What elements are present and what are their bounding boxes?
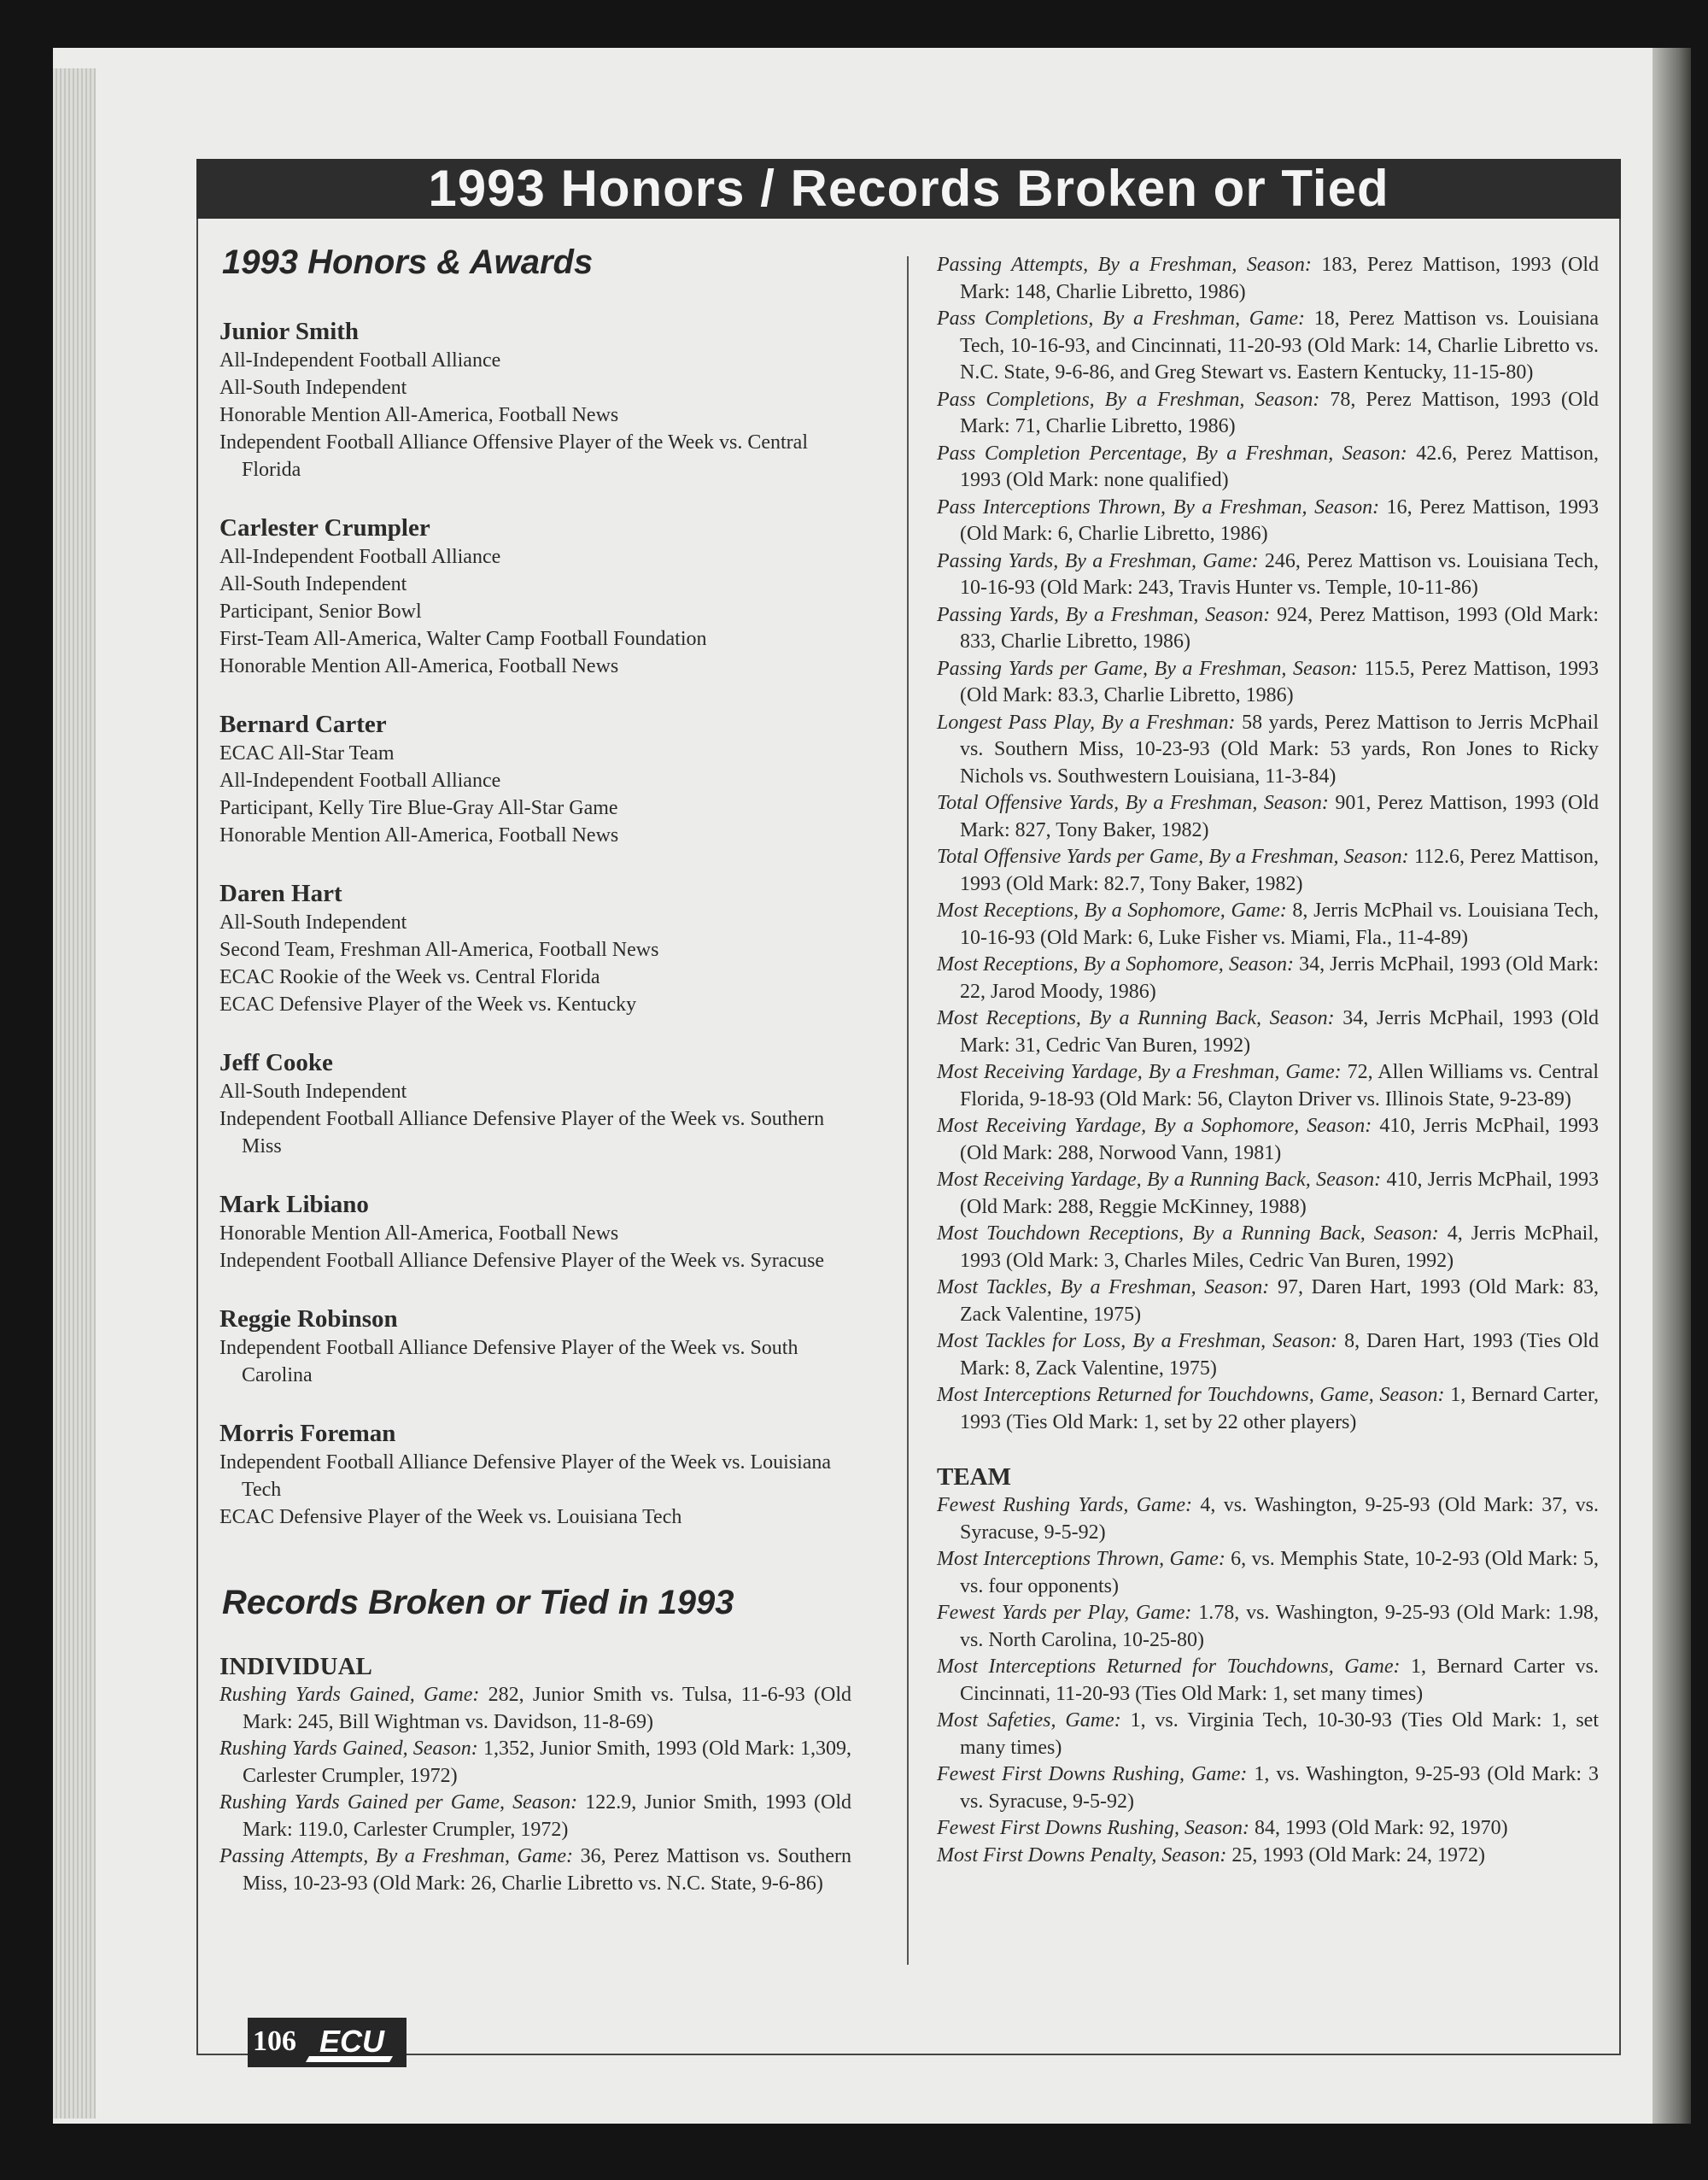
record-entry xyxy=(937,1654,1599,1708)
honor-item: ECAC All-Star Team xyxy=(219,742,395,765)
honors-list xyxy=(219,316,851,1531)
page-edge-stack xyxy=(53,68,96,2118)
team-records xyxy=(937,1492,1599,1869)
record-label: Pass Completions, By a Freshman, Game: xyxy=(937,308,1306,330)
record-text: 282, Junior Smith vs. Tulsa, 11-6-93 (Old Mark: 245, Bill Wightman vs. Davidson, 11-8-69) xyxy=(243,1684,852,1733)
record-label: Most Receiving Yardage, By a Sophomore, Season: xyxy=(937,1115,1372,1137)
record-text: 246, Perez Mattison vs. Louisiana Tech, 10-16-93 (Old Mark: 243, Travis Hunter vs. Temple, 10-11-86) xyxy=(960,549,1600,599)
individual-records-left xyxy=(219,1682,851,1897)
ecu-logo xyxy=(304,2021,398,2064)
record-entry xyxy=(937,1167,1599,1221)
record-label: Fewest Yards per Play, Game: xyxy=(937,1602,1192,1624)
record-entry xyxy=(937,952,1599,1005)
record-label: Most Receptions, By a Sophomore, Season: xyxy=(937,953,1294,976)
record-label: Fewest First Downs Rushing, Game: xyxy=(937,1763,1248,1785)
left-column xyxy=(219,243,851,1897)
record-entry xyxy=(937,1328,1599,1382)
record-entry xyxy=(937,1382,1599,1436)
honoree-name: Reggie Robinson xyxy=(219,1305,398,1333)
honoree xyxy=(219,1418,851,1531)
record-entry xyxy=(937,387,1599,441)
honor-item: All-South Independent xyxy=(219,911,407,934)
record-text: 8, Daren Hart, 1993 (Ties Old Mark: 8, Zack Valentine, 1975) xyxy=(960,1330,1599,1380)
honor-item: Honorable Mention All-America, Football News xyxy=(219,1222,619,1245)
record-label: Pass Completion Percentage, By a Freshman, Season: xyxy=(937,442,1407,465)
record-label: Fewest First Downs Rushing, Season: xyxy=(937,1817,1249,1839)
record-entry xyxy=(937,548,1599,602)
record-entry xyxy=(937,1221,1599,1275)
record-label: Most Tackles, By a Freshman, Season: xyxy=(937,1276,1270,1298)
honoree-name: Bernard Carter xyxy=(219,711,387,738)
record-label: Passing Attempts, By a Freshman, Game: xyxy=(219,1845,573,1867)
record-text: 42.6, Perez Mattison, 1993 (Old Mark: none qualified) xyxy=(960,442,1600,491)
record-text: 25, 1993 (Old Mark: 24, 1972) xyxy=(1226,1843,1485,1866)
record-label: Most Safeties, Game: xyxy=(937,1709,1121,1732)
record-text: 4, vs. Washington, 9-25-93 (Old Mark: 37, vs. Syracuse, 9-5-92) xyxy=(960,1494,1599,1544)
honor-item: All-Independent Football Alliance xyxy=(219,770,501,792)
team-heading: TEAM xyxy=(937,1463,1011,1491)
record-label: Rushing Yards Gained, Game: xyxy=(219,1684,480,1706)
record-label: Most Receptions, By a Running Back, Season: xyxy=(937,1007,1335,1029)
record-text: 115.5, Perez Mattison, 1993 (Old Mark: 83.3, Charlie Libretto, 1986) xyxy=(960,657,1599,706)
honor-item: Independent Football Alliance Offensive Player of the Week vs. Central Florida xyxy=(219,431,808,481)
honor-item: Independent Football Alliance Defensive Player of the Week vs. Southern Miss xyxy=(219,1108,825,1157)
record-label: Most Interceptions Thrown, Game: xyxy=(937,1548,1225,1570)
book-gutter xyxy=(1652,48,1691,2124)
record-entry xyxy=(937,1492,1599,1546)
honoree-name: Carlester Crumpler xyxy=(219,514,430,542)
honoree xyxy=(219,316,851,483)
record-label: Pass Interceptions Thrown, By a Freshman, Season: xyxy=(937,495,1380,519)
record-entry xyxy=(937,495,1599,548)
honor-item: Independent Football Alliance Defensive Player of the Week vs. Louisiana Tech xyxy=(219,1451,832,1501)
honor-item: Honorable Mention All-America, Football News xyxy=(219,655,619,677)
record-label: Passing Yards, By a Freshman, Game: xyxy=(937,549,1259,572)
record-label: Most Receptions, By a Sophomore, Game: xyxy=(937,900,1287,922)
record-text: 183, Perez Mattison, 1993 (Old Mark: 148, Charlie Libretto, 1986) xyxy=(960,254,1600,303)
record-entry xyxy=(937,602,1599,656)
record-entry xyxy=(937,1059,1599,1113)
record-entry xyxy=(937,898,1599,952)
honor-item: ECAC Defensive Player of the Week vs. Kentucky xyxy=(219,993,637,1016)
honor-item: All-South Independent xyxy=(219,1081,407,1103)
record-entry xyxy=(219,1843,851,1897)
honor-item: ECAC Rookie of the Week vs. Central Florida xyxy=(219,966,600,988)
honor-item: First-Team All-America, Walter Camp Football Foundation xyxy=(219,628,707,650)
record-label: Rushing Yards Gained, Season: xyxy=(219,1738,478,1760)
record-label: Rushing Yards Gained per Game, Season: xyxy=(219,1791,578,1814)
honoree-name: Daren Hart xyxy=(219,880,342,907)
honor-item: Honorable Mention All-America, Football News xyxy=(219,404,619,426)
record-text: 6, vs. Memphis State, 10-2-93 (Old Mark: 5, vs. four opponents) xyxy=(960,1548,1600,1597)
record-label: Passing Yards per Game, By a Freshman, Season: xyxy=(937,657,1358,680)
page-footer xyxy=(248,2018,407,2067)
record-label: Most Interceptions Returned for Touchdowns, Game, Season: xyxy=(937,1384,1445,1406)
record-text: 97, Daren Hart, 1993 (Old Mark: 83, Zack Valentine, 1975) xyxy=(960,1276,1600,1326)
honoree xyxy=(219,709,851,849)
record-label: Passing Yards, By a Freshman, Season: xyxy=(937,603,1271,626)
record-text: 58 yards, Perez Mattison to Jerris McPhail vs. Southern Miss, 10-23-93 (Old Mark: 53 yards, Ron Jones to Ricky Nichols vs. Southwestern Louisiana, 11-3-84) xyxy=(960,711,1599,788)
record-label: Most First Downs Penalty, Season: xyxy=(937,1843,1227,1866)
record-label: Most Receiving Yardage, By a Freshman, Game: xyxy=(937,1061,1342,1083)
page-title-banner: 1993 Honors / Records Broken or Tied xyxy=(196,159,1621,219)
honor-item: Second Team, Freshman All-America, Football News xyxy=(219,939,659,961)
record-entry xyxy=(219,1682,851,1736)
record-entry xyxy=(219,1736,851,1790)
record-entry xyxy=(937,252,1599,306)
record-label: Most Tackles for Loss, By a Freshman, Season: xyxy=(937,1330,1338,1352)
record-text: 4, Jerris McPhail, 1993 (Old Mark: 3, Charles Miles, Cedric Van Buren, 1992) xyxy=(960,1222,1599,1272)
record-text: 84, 1993 (Old Mark: 92, 1970) xyxy=(1249,1817,1508,1839)
honoree xyxy=(219,1189,851,1275)
records-heading: Records Broken or Tied in 1993 xyxy=(222,1584,734,1621)
record-label: Fewest Rushing Yards, Game: xyxy=(937,1494,1193,1516)
record-text: 34, Jerris McPhail, 1993 (Old Mark: 22, Jarod Moody, 1986) xyxy=(960,953,1599,1003)
honor-item: All-Independent Football Alliance xyxy=(219,349,501,372)
record-entry xyxy=(937,1761,1599,1815)
honoree-name: Morris Foreman xyxy=(219,1420,396,1447)
honoree-name: Junior Smith xyxy=(219,318,360,345)
honor-item: All-Independent Football Alliance xyxy=(219,546,501,568)
record-entry xyxy=(937,1005,1599,1059)
record-text: 1, vs. Virginia Tech, 10-30-93 (Ties Old Mark: 1, set many times) xyxy=(960,1709,1599,1759)
record-entry xyxy=(937,790,1599,844)
honor-item: Independent Football Alliance Defensive Player of the Week vs. Syracuse xyxy=(219,1250,825,1272)
record-label: Passing Attempts, By a Freshman, Season: xyxy=(937,254,1312,276)
record-label: Total Offensive Yards, By a Freshman, Season: xyxy=(937,792,1329,814)
record-label: Most Touchdown Receptions, By a Running Back, Season: xyxy=(937,1222,1439,1245)
honoree-name: Jeff Cooke xyxy=(219,1049,333,1076)
record-text: 1, Bernard Carter, 1993 (Ties Old Mark: 1, set by 22 other players) xyxy=(960,1384,1599,1433)
record-entry xyxy=(937,441,1599,495)
record-entry xyxy=(937,1843,1599,1870)
right-column xyxy=(937,252,1599,1869)
record-text: 18, Perez Mattison vs. Louisiana Tech, 10-16-93, and Cincinnati, 11-20-93 (Old Mark: 14, Charlie Libretto vs. N.C. State, 9-6-86, and Greg Stewart vs. Eastern Kentucky, 11-15-80) xyxy=(960,308,1599,384)
record-text: 36, Perez Mattison vs. Southern Miss, 10-23-93 (Old Mark: 26, Charlie Libretto vs. N.C. State, 9-6-86) xyxy=(243,1845,851,1895)
record-text: 410, Jerris McPhail, 1993 (Old Mark: 288, Reggie McKinney, 1988) xyxy=(960,1169,1599,1218)
record-text: 410, Jerris McPhail, 1993 (Old Mark: 288, Norwood Vann, 1981) xyxy=(960,1115,1599,1164)
record-entry xyxy=(937,1600,1599,1654)
record-text: 34, Jerris McPhail, 1993 (Old Mark: 31, Cedric Van Buren, 1992) xyxy=(960,1007,1599,1057)
record-text: 78, Perez Mattison, 1993 (Old Mark: 71, Charlie Libretto, 1986) xyxy=(960,388,1599,437)
record-text: 16, Perez Mattison, 1993 (Old Mark: 6, Charlie Libretto, 1986) xyxy=(960,495,1599,545)
logo-text: ECU xyxy=(319,2024,385,2059)
record-text: 1, vs. Washington, 9-25-93 (Old Mark: 3 vs. Syracuse, 9-5-92) xyxy=(960,1763,1600,1813)
record-entry xyxy=(937,1708,1599,1761)
record-text: 1,352, Junior Smith, 1993 (Old Mark: 1,309, Carlester Crumpler, 1972) xyxy=(243,1738,851,1787)
honor-item: ECAC Defensive Player of the Week vs. Louisiana Tech xyxy=(219,1506,682,1528)
page-number: 106 xyxy=(253,2025,296,2057)
honor-item: Participant, Senior Bowl xyxy=(219,601,422,623)
honoree xyxy=(219,1047,851,1160)
record-entry xyxy=(219,1790,851,1843)
record-label: Most Interceptions Returned for Touchdowns, Game: xyxy=(937,1656,1401,1678)
record-text: 924, Perez Mattison, 1993 (Old Mark: 833, Charlie Libretto, 1986) xyxy=(960,603,1600,653)
record-entry xyxy=(937,710,1599,791)
record-text: 1.78, vs. Washington, 9-25-93 (Old Mark: 1.98, vs. North Carolina, 10-25-80) xyxy=(960,1602,1600,1651)
column-divider xyxy=(907,256,909,1965)
honoree xyxy=(219,1304,851,1389)
honor-item: Independent Football Alliance Defensive Player of the Week vs. South Carolina xyxy=(219,1337,798,1386)
honoree xyxy=(219,513,851,680)
record-text: 112.6, Perez Mattison, 1993 (Old Mark: 82.7, Tony Baker, 1982) xyxy=(960,846,1599,895)
record-entry xyxy=(937,306,1599,387)
honoree-name: Mark Libiano xyxy=(219,1191,369,1218)
record-text: 72, Allen Williams vs. Central Florida, 9-18-93 (Old Mark: 56, Clayton Driver vs. Illinois State, 9-23-89) xyxy=(960,1061,1600,1111)
record-text: 122.9, Junior Smith, 1993 (Old Mark: 119.0, Carlester Crumpler, 1972) xyxy=(243,1791,852,1841)
record-text: 901, Perez Mattison, 1993 (Old Mark: 827, Tony Baker, 1982) xyxy=(960,792,1600,841)
record-label: Most Receiving Yardage, By a Running Back, Season: xyxy=(937,1169,1382,1191)
honoree xyxy=(219,878,851,1018)
record-label: Longest Pass Play, By a Freshman: xyxy=(937,711,1236,734)
honor-item: All-South Independent xyxy=(219,377,407,399)
record-label: Total Offensive Yards per Game, By a Freshman, Season: xyxy=(937,846,1409,868)
record-entry xyxy=(937,656,1599,710)
record-entry xyxy=(937,1546,1599,1600)
record-text: 8, Jerris McPhail vs. Louisiana Tech, 10-16-93 (Old Mark: 6, Luke Fisher vs. Miami, Fla., 11-4-89) xyxy=(960,900,1599,949)
honor-item: Participant, Kelly Tire Blue-Gray All-Star Game xyxy=(219,797,618,819)
record-text: 1, Bernard Carter vs. Cincinnati, 11-20-93 (Ties Old Mark: 1, set many times) xyxy=(960,1656,1599,1705)
record-entry xyxy=(937,1275,1599,1328)
honors-heading: 1993 Honors & Awards xyxy=(222,243,594,281)
honor-item: All-South Independent xyxy=(219,573,407,595)
individual-records-right xyxy=(937,252,1599,1436)
individual-heading: INDIVIDUAL xyxy=(219,1653,372,1680)
honor-item: Honorable Mention All-America, Football News xyxy=(219,824,619,847)
record-label: Pass Completions, By a Freshman, Season: xyxy=(937,388,1320,411)
record-entry xyxy=(937,1815,1599,1843)
record-entry xyxy=(937,844,1599,898)
record-entry xyxy=(937,1113,1599,1167)
